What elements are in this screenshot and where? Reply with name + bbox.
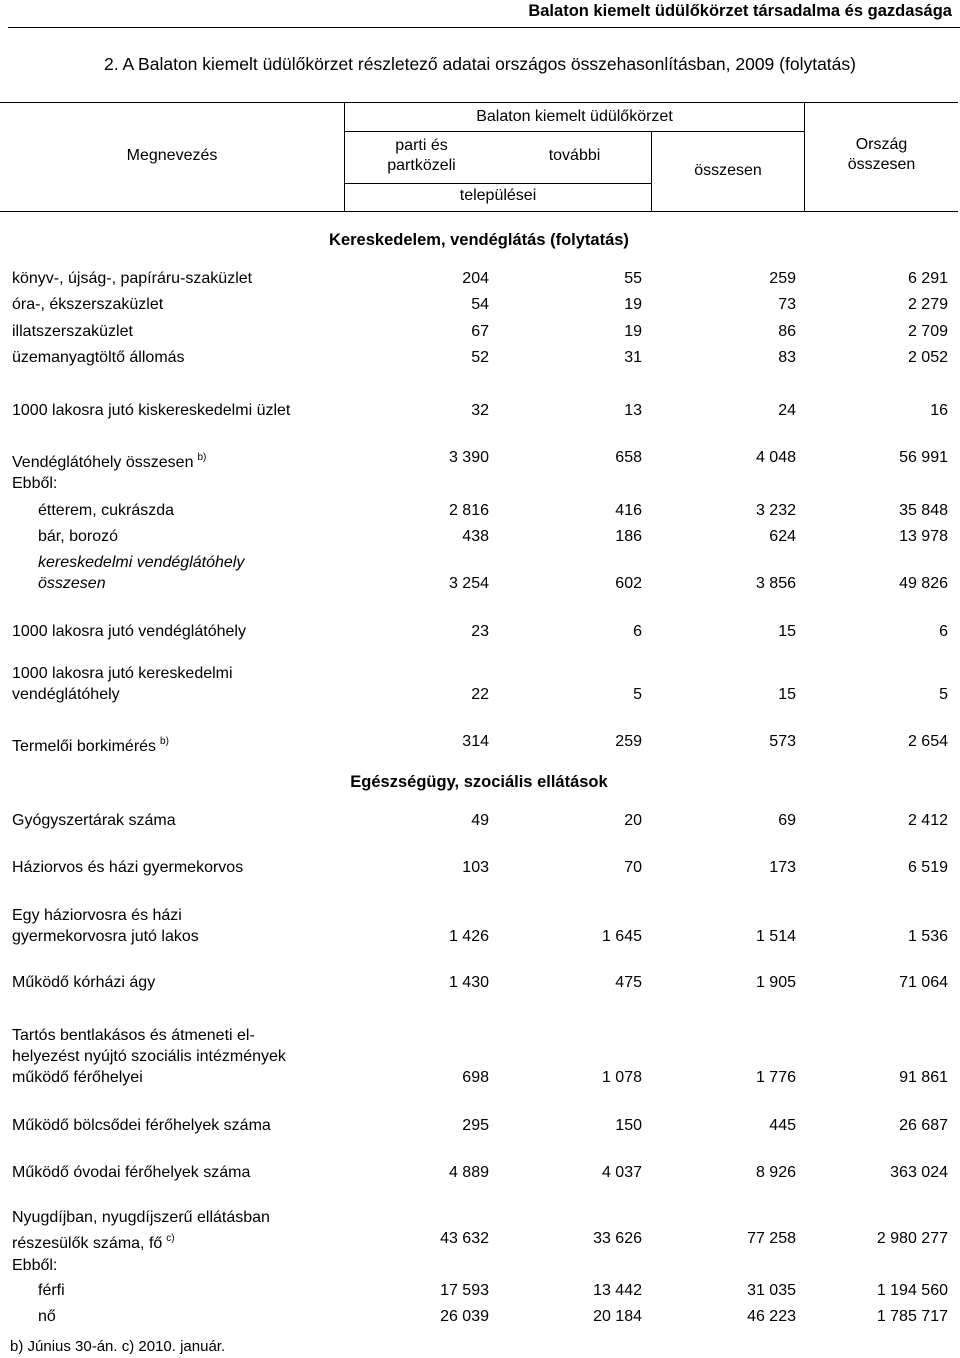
row-label-line: óra-, ékszerszaküzlet <box>12 296 164 313</box>
cell-value: 658 <box>615 449 642 466</box>
row-label-line: illatszerszaküzlet <box>12 323 133 340</box>
cell-value: 46 223 <box>747 1308 796 1325</box>
cell-value: 55 <box>624 270 642 287</box>
cell-value: 1 776 <box>755 1069 796 1086</box>
cell-value: 475 <box>615 974 642 991</box>
cell-value: 2 412 <box>907 812 948 829</box>
cell-value: 1 514 <box>755 928 796 945</box>
row-label-line: 1000 lakosra jutó kiskereskedelmi üzlet <box>12 402 291 419</box>
footnote-marker: b) <box>197 452 207 463</box>
cell-value: 5 <box>633 686 642 703</box>
cell-value: 15 <box>778 623 796 640</box>
row-label-line: Nyugdíjban, nyugdíjszerű ellátásban <box>12 1209 270 1226</box>
row-label-line: Tartós bentlakásos és átmeneti el- <box>12 1027 255 1044</box>
row-label-line: Működő óvodai férőhelyek száma <box>12 1164 251 1181</box>
row-label <box>12 473 392 494</box>
cell-value: 86 <box>778 323 796 340</box>
row-label-line: Ebből: <box>12 475 58 492</box>
header-parti-line2: partközeli <box>387 157 456 174</box>
cell-value: 3 232 <box>755 502 796 519</box>
row-label-line: Termelői borkimérés $^{b)}$ <box>12 736 169 755</box>
cell-value: 173 <box>769 859 796 876</box>
row-label-line: 1000 lakosra jutó kereskedelmi <box>12 665 233 682</box>
row-label <box>12 1115 392 1136</box>
divider <box>345 183 651 184</box>
cell-value: 49 826 <box>899 575 948 592</box>
cell-value: 5 <box>939 686 948 703</box>
row-label <box>12 621 392 642</box>
cell-value: 19 <box>624 323 642 340</box>
header-telepulesei: települései <box>459 187 537 204</box>
section-header: Egészségügy, szociális ellátások <box>350 773 608 791</box>
cell-value: 19 <box>624 296 642 313</box>
cell-value: 17 593 <box>440 1282 489 1299</box>
cell-value: 624 <box>769 528 796 545</box>
cell-value: 3 856 <box>755 575 796 592</box>
row-label-line: kereskedelmi vendéglátóhely <box>38 554 245 571</box>
row-label <box>12 447 392 473</box>
header-rule <box>8 27 960 28</box>
cell-value: 52 <box>471 349 489 366</box>
row-label-line: vendéglátóhely <box>12 686 120 703</box>
cell-value: 2 052 <box>907 349 948 366</box>
row-label-line: Működő bölcsődei férőhelyek száma <box>12 1117 271 1134</box>
row-label-line: részesülők száma, fő $^{c)}$ <box>12 1233 175 1252</box>
cell-value: 35 848 <box>899 502 948 519</box>
cell-value: 91 861 <box>899 1069 948 1086</box>
cell-value: 259 <box>615 733 642 750</box>
row-label-line: 1000 lakosra jutó vendéglátóhely <box>12 623 246 640</box>
cell-value: 20 184 <box>593 1308 642 1325</box>
divider <box>345 131 804 132</box>
cell-value: 602 <box>615 575 642 592</box>
cell-value: 6 <box>939 623 948 640</box>
header-tovabbi: további <box>548 147 601 164</box>
row-label <box>12 905 392 947</box>
cell-value: 70 <box>624 859 642 876</box>
cell-value: 573 <box>769 733 796 750</box>
cell-value: 26 039 <box>440 1308 489 1325</box>
cell-value: 259 <box>769 270 796 287</box>
row-label <box>12 321 392 342</box>
cell-value: 1 785 717 <box>876 1308 948 1325</box>
header-balaton: Balaton kiemelt üdülőkörzet <box>476 108 673 125</box>
cell-value: 13 <box>624 402 642 419</box>
cell-value: 2 816 <box>448 502 489 519</box>
cell-value: 2 279 <box>907 296 948 313</box>
footnote: b) Június 30-án. c) 2010. január. <box>10 1338 226 1355</box>
cell-value: 1 645 <box>601 928 642 945</box>
cell-value: 2 709 <box>907 323 948 340</box>
row-label <box>12 1207 392 1254</box>
cell-value: 1 194 560 <box>876 1282 948 1299</box>
column-header <box>0 102 958 212</box>
row-label <box>12 1255 392 1276</box>
row-label <box>12 347 392 368</box>
row-label <box>12 810 392 831</box>
cell-value: 4 037 <box>601 1164 642 1181</box>
cell-value: 6 519 <box>907 859 948 876</box>
cell-value: 363 024 <box>890 1164 948 1181</box>
cell-value: 31 035 <box>747 1282 796 1299</box>
cell-value: 33 626 <box>593 1230 642 1247</box>
row-label-line: étterem, cukrászda <box>38 502 175 519</box>
cell-value: 6 <box>633 623 642 640</box>
row-label <box>12 400 392 421</box>
cell-value: 204 <box>462 270 489 287</box>
row-label <box>12 1025 392 1088</box>
cell-value: 69 <box>778 812 796 829</box>
cell-value: 1 078 <box>601 1069 642 1086</box>
cell-value: 438 <box>462 528 489 545</box>
footnote-marker: c) <box>166 1233 175 1244</box>
cell-value: 416 <box>615 502 642 519</box>
row-label-line: nő <box>38 1308 56 1325</box>
row-label <box>12 268 392 289</box>
row-label-line: összesen <box>38 575 106 592</box>
cell-value: 103 <box>462 859 489 876</box>
row-label <box>12 663 392 705</box>
cell-value: 2 654 <box>907 733 948 750</box>
header-orszag-line1: Ország <box>855 136 908 153</box>
footnote-marker: b) <box>160 736 169 747</box>
cell-value: 15 <box>778 686 796 703</box>
row-label-line: Ebből: <box>12 1257 58 1274</box>
cell-value: 49 <box>471 812 489 829</box>
cell-value: 314 <box>462 733 489 750</box>
cell-value: 445 <box>769 1117 796 1134</box>
cell-value: 67 <box>471 323 489 340</box>
section-header: Kereskedelem, vendéglátás (folytatás) <box>329 231 629 249</box>
cell-value: 3 390 <box>448 449 489 466</box>
cell-value: 56 991 <box>899 449 948 466</box>
cell-value: 1 426 <box>448 928 489 945</box>
cell-value: 22 <box>471 686 489 703</box>
header-osszesen: összesen <box>694 162 762 179</box>
cell-value: 2 980 277 <box>876 1230 948 1247</box>
row-label <box>12 1162 392 1183</box>
cell-value: 295 <box>462 1117 489 1134</box>
header-megnevezes: Megnevezés <box>126 147 218 164</box>
cell-value: 1 536 <box>907 928 948 945</box>
row-label-line: Háziorvos és házi gyermekorvos <box>12 859 244 876</box>
cell-value: 8 926 <box>755 1164 796 1181</box>
cell-value: 73 <box>778 296 796 313</box>
cell-value: 20 <box>624 812 642 829</box>
cell-value: 4 889 <box>448 1164 489 1181</box>
cell-value: 31 <box>624 349 642 366</box>
row-label-line: Működő kórházi ágy <box>12 974 156 991</box>
row-label-line: helyezést nyújtó szociális intézmények <box>12 1048 286 1065</box>
cell-value: 13 978 <box>899 528 948 545</box>
cell-value: 26 687 <box>899 1117 948 1134</box>
row-label <box>12 857 392 878</box>
row-label-line: Egy háziorvosra és házi <box>12 907 182 924</box>
cell-value: 13 442 <box>593 1282 642 1299</box>
row-label-line: működő férőhelyei <box>12 1069 143 1086</box>
cell-value: 23 <box>471 623 489 640</box>
cell-value: 150 <box>615 1117 642 1134</box>
row-label <box>12 294 392 315</box>
row-label-line: üzemanyagtöltő állomás <box>12 349 185 366</box>
row-label-line: férfi <box>38 1282 65 1299</box>
cell-value: 32 <box>471 402 489 419</box>
cell-value: 54 <box>471 296 489 313</box>
cell-value: 6 291 <box>907 270 948 287</box>
cell-value: 1 905 <box>755 974 796 991</box>
header-orszag-line2: összesen <box>847 156 916 173</box>
cell-value: 698 <box>462 1069 489 1086</box>
row-label <box>12 972 392 993</box>
cell-value: 77 258 <box>747 1230 796 1247</box>
cell-value: 1 430 <box>448 974 489 991</box>
cell-value: 71 064 <box>899 974 948 991</box>
cell-value: 186 <box>615 528 642 545</box>
cell-value: 4 048 <box>755 449 796 466</box>
row-label <box>12 731 392 757</box>
row-label-line: Vendéglátóhely összesen $^{b)}$ <box>12 452 207 471</box>
header-parti-line1: parti és <box>395 137 448 154</box>
cell-value: 43 632 <box>440 1230 489 1247</box>
cell-value: 83 <box>778 349 796 366</box>
cell-value: 16 <box>930 402 948 419</box>
row-label-line: könyv-, újság-, papíráru-szaküzlet <box>12 270 253 287</box>
row-label-line: bár, borozó <box>38 528 119 545</box>
row-label-line: Gyógyszertárak száma <box>12 812 176 829</box>
page-header-title: Balaton kiemelt üdülőkörzet társadalma és gazdasága <box>528 2 952 20</box>
cell-value: 3 254 <box>448 575 489 592</box>
row-label-line: gyermekorvosra jutó lakos <box>12 928 199 945</box>
table-title: 2. A Balaton kiemelt üdülőkörzet részletező adatai országos összehasonlításban, 2009 (folytatás) <box>104 54 856 74</box>
cell-value: 24 <box>778 402 796 419</box>
